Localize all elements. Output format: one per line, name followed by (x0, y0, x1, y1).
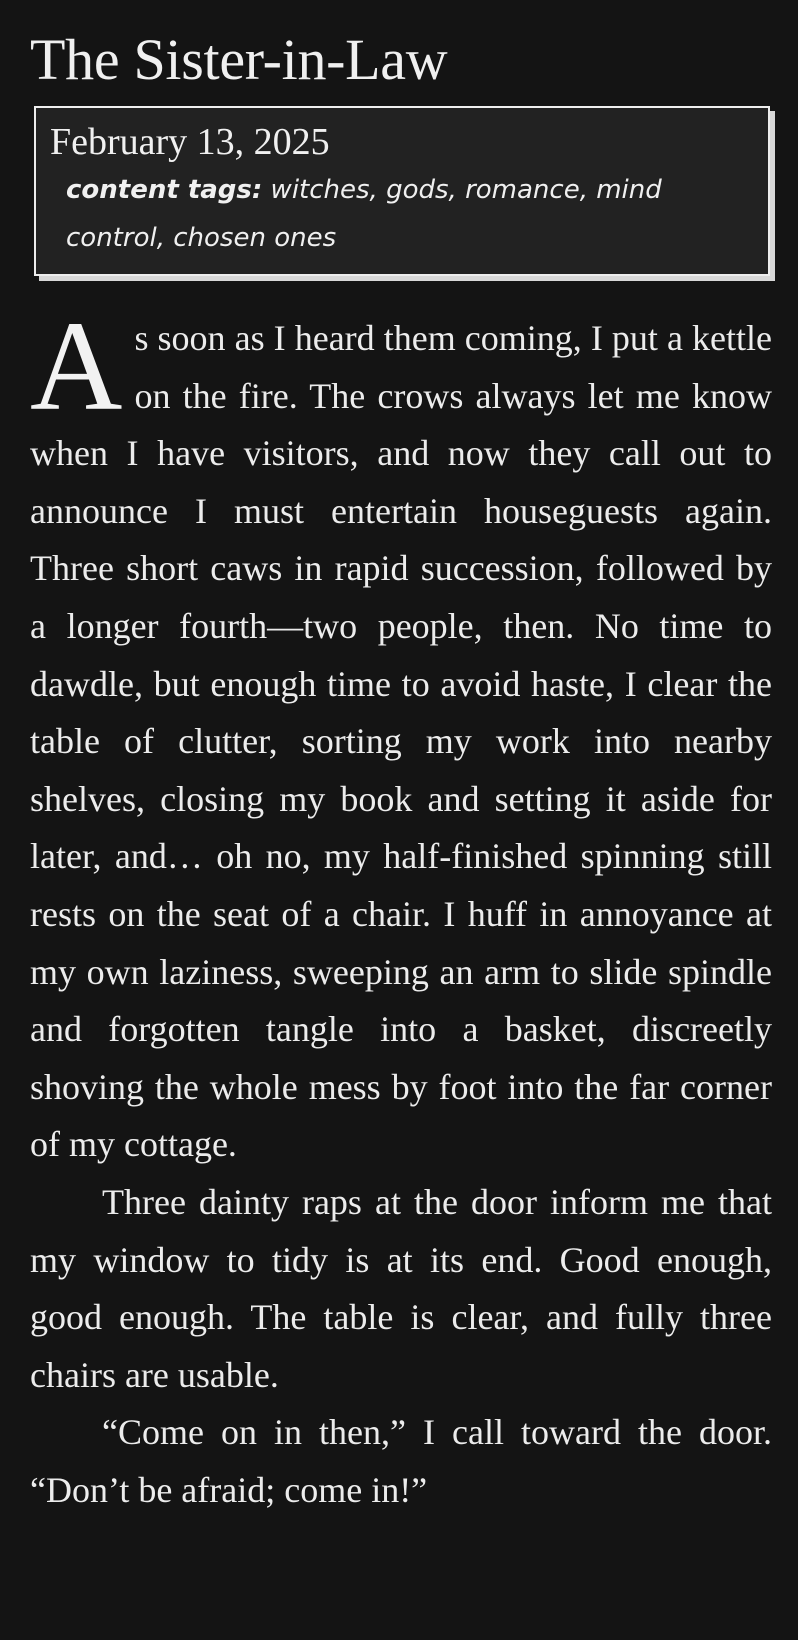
content-tags-label: content tags: (66, 175, 263, 205)
post-date: February 13, 2025 (50, 121, 330, 163)
post-meta-box (34, 106, 770, 276)
content-tags-list: witches, gods, romance, mind control, chosen ones (66, 175, 662, 253)
story-paragraph: “Come on in then,” I call toward the door. “Don’t be afraid; come in!” (30, 1412, 772, 1510)
post-title: The Sister-in-Law (30, 27, 448, 92)
drop-cap: A (30, 295, 123, 437)
story-paragraph (30, 295, 772, 1174)
paragraph-text: s soon as I heard them coming, I put a kettle on the fire. The crows always let me know when I have visitors, and now they call out to announce I must entertain houseguests again. Three short caws in rapid succession, followed by a longer fourth—two people, then. No time to dawdle, but enough time to avoid haste, I clear the table of clutter, sorting my work into nearby shelves, closing my book and setting it aside for later, and… oh no, my half-finished spinning still rests on the seat of a chair. I huff in annoyance at my own laziness, sweeping an arm to slide spindle and forgotten tangle into a basket, discreetly shoving the whole mess by foot into the far corner of my cottage. (30, 318, 772, 1165)
story-body (30, 295, 772, 1519)
story-paragraph: Three dainty raps at the door inform me that my window to tidy is at its end. Good enough, good enough. The table is clear, and fully three chairs are usable. (30, 1181, 772, 1395)
content-tags (50, 166, 754, 262)
